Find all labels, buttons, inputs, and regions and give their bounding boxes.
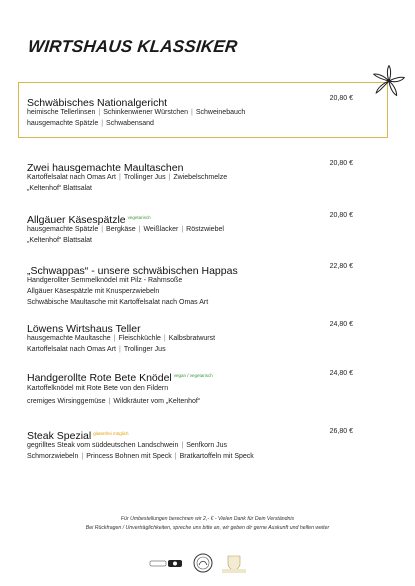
dish-name: Steak Spezial bbox=[27, 430, 92, 442]
ingredient: Senfkorn Jus bbox=[186, 442, 228, 449]
dish-description bbox=[27, 107, 357, 129]
ingredient: Fleischküchle bbox=[118, 335, 161, 342]
dish-name: Schwäbisches Nationalgericht bbox=[27, 97, 168, 109]
ingredient: heimische Tellerlinsen bbox=[27, 109, 96, 116]
ingredient: gegrilltes Steak vom süddeutschen Landschwein bbox=[27, 442, 179, 449]
dish-item bbox=[27, 368, 357, 408]
description-line bbox=[27, 118, 357, 129]
freiburg-logo-icon bbox=[150, 560, 182, 567]
ingredient: Weißlacker bbox=[143, 226, 179, 233]
dish-description bbox=[27, 172, 357, 194]
diet-tag: vegetarisch bbox=[127, 215, 151, 220]
dish-description bbox=[27, 382, 357, 408]
description-line bbox=[27, 344, 357, 355]
ingredient: hausgemachte Maultasche bbox=[27, 335, 111, 342]
ingredient: Trollinger Jus bbox=[123, 346, 166, 353]
separator: | bbox=[138, 226, 141, 233]
dish-price: 20,80 € bbox=[329, 95, 353, 102]
ingredient: Wildkräuter vom „Keltenhof“ bbox=[113, 398, 201, 405]
dish-description bbox=[27, 275, 357, 308]
description-line bbox=[27, 286, 357, 297]
separator: | bbox=[181, 226, 184, 233]
ingredient: Kartoffelsalat nach Omas Art bbox=[27, 346, 116, 353]
dish-description bbox=[27, 333, 357, 355]
description-line bbox=[27, 183, 357, 194]
description-line bbox=[27, 395, 357, 408]
dish-item bbox=[27, 426, 357, 462]
ingredient: Röstzwiebel bbox=[186, 226, 224, 233]
vegan-tag: vegan bbox=[173, 373, 187, 378]
dish-price: 24,80 € bbox=[329, 321, 353, 328]
dish-item bbox=[27, 319, 357, 355]
ingredient: Kartoffelknödel mit Rote Bete von den Fildern bbox=[27, 385, 169, 392]
partner-logos bbox=[148, 552, 268, 574]
dish-name: Zwei hausgemachte Maultaschen bbox=[27, 162, 184, 174]
dish-item bbox=[27, 93, 357, 129]
ingredient: Bratkartoffeln mit Speck bbox=[179, 453, 254, 460]
dish-name: „Schwappas“ - unsere schwäbischen Happas bbox=[27, 265, 238, 277]
dish-item bbox=[27, 158, 357, 194]
description-line bbox=[27, 235, 357, 246]
ingredient: Allgäuer Käsespätzle mit Knusperzwiebeln bbox=[27, 288, 160, 295]
separator: | bbox=[118, 174, 121, 181]
dish-price: 22,80 € bbox=[329, 263, 353, 270]
dish-name: Löwens Wirtshaus Teller bbox=[27, 323, 141, 335]
ingredient: Zwiebelschmelze bbox=[173, 174, 228, 181]
description-line bbox=[27, 451, 357, 462]
separator: | bbox=[81, 453, 84, 460]
dish-price: 24,80 € bbox=[329, 370, 353, 377]
separator: | bbox=[98, 109, 101, 116]
description-line bbox=[27, 297, 357, 308]
dish-name: Allgäuer Käsespätzle bbox=[27, 214, 126, 226]
ingredient: Handgerollter Semmelknödel mit Pilz - Rahmsoße bbox=[27, 277, 183, 284]
separator: | bbox=[101, 120, 104, 127]
dish-name: Handgerollte Rote Bete Knödel bbox=[27, 372, 172, 384]
ingredient: „Keltenhof“ Blattsalat bbox=[27, 185, 92, 192]
ingredient: Princess Bohnen mit Speck bbox=[86, 453, 172, 460]
separator: | bbox=[191, 109, 193, 116]
separator: | bbox=[181, 442, 184, 449]
separator: | bbox=[101, 226, 104, 233]
ingredient: Schwabensand bbox=[106, 120, 154, 127]
flower-icon bbox=[372, 64, 406, 98]
dish-price: 26,80 € bbox=[329, 428, 353, 435]
circle-emblem-icon bbox=[194, 554, 212, 572]
ingredient: Kalbsbratwurst bbox=[168, 335, 216, 342]
dish-price: 20,80 € bbox=[329, 160, 353, 167]
dish-description bbox=[27, 440, 357, 462]
ingredient: Trollinger Jus bbox=[123, 174, 166, 181]
ingredient: cremiges Wirsinggemüse bbox=[27, 398, 106, 405]
separator: | bbox=[108, 398, 111, 405]
ingredient: hausgemachte Spätzle bbox=[27, 120, 99, 127]
ingredient: Schinkenwiener Würstchen bbox=[103, 109, 189, 116]
ingredient: hausgemachte Spätzle bbox=[27, 226, 99, 233]
ingredient: „Keltenhof“ Blattsalat bbox=[27, 237, 92, 244]
separator: | bbox=[118, 346, 121, 353]
dish-item bbox=[27, 261, 357, 308]
ingredient: Schweinebauch bbox=[195, 109, 246, 116]
separator: | bbox=[168, 174, 171, 181]
dish-description bbox=[27, 224, 357, 246]
ingredient: Schwäbische Maultasche mit Kartoffelsalat nach Omas Art bbox=[27, 299, 209, 306]
diet-tag: vegan / vegetarisch bbox=[173, 373, 213, 378]
dish-item bbox=[27, 210, 357, 246]
allergy-note: Bei Rückfragen / Unverträglichkeiten, spreche uns bitte an, wir geben dir gerne Auskunft und helfen weiter bbox=[85, 525, 330, 531]
dish-price: 20,80 € bbox=[329, 212, 353, 219]
separator: | bbox=[163, 335, 166, 342]
diet-tag: glutenfrei möglich bbox=[93, 431, 129, 436]
surcharge-note: Für Umbestellungen berechnen wir 2,- € - Vielen Dank für Dein Verständnis bbox=[120, 516, 295, 522]
ingredient: Schmorzwiebeln bbox=[27, 453, 79, 460]
separator: | bbox=[113, 335, 116, 342]
association-crest-icon bbox=[222, 556, 246, 573]
separator: | bbox=[174, 453, 177, 460]
page-title: WIRTSHAUS KLASSIKER bbox=[27, 37, 239, 56]
vegetarian-tag: vegetarisch bbox=[189, 373, 213, 378]
ingredient: Bergkäse bbox=[106, 226, 136, 233]
ingredient: Kartoffelsalat nach Omas Art bbox=[27, 174, 116, 181]
